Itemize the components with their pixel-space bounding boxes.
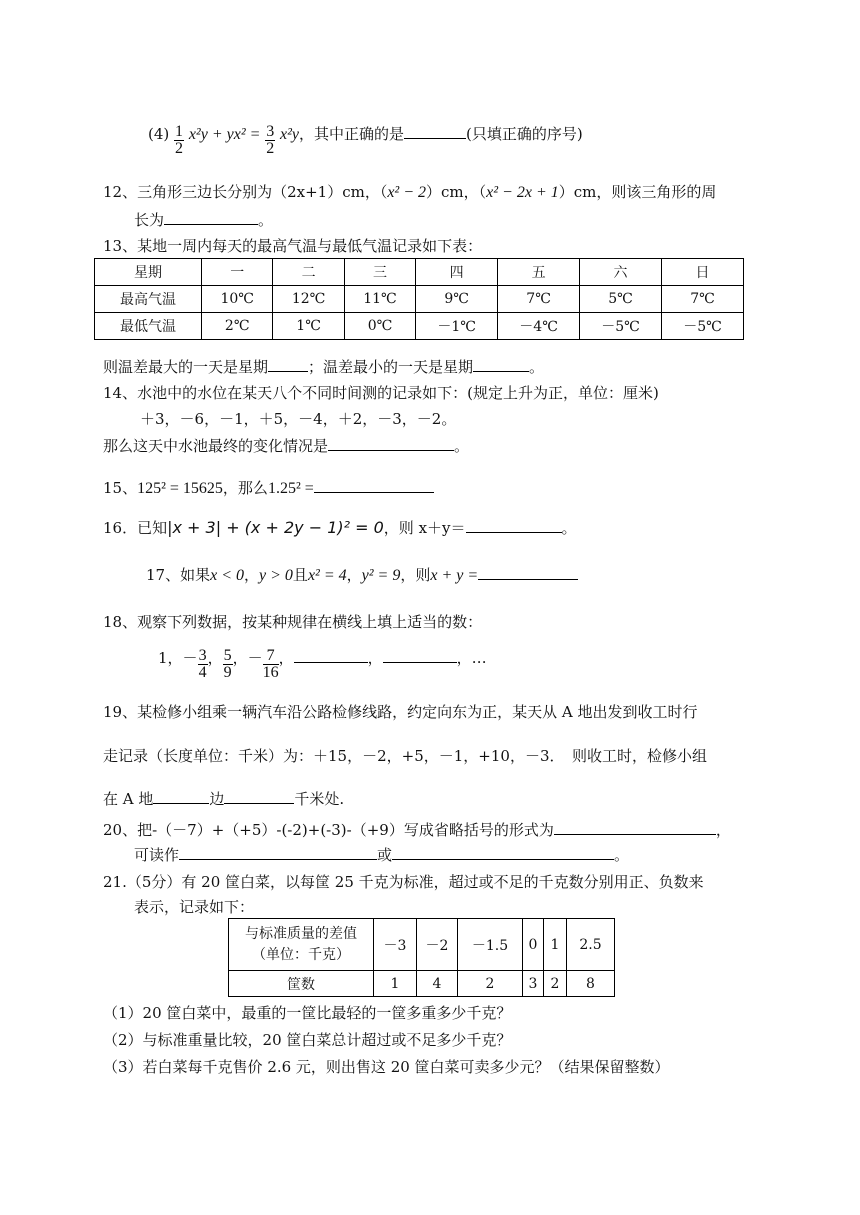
- q20-line1: 20、把-（－7）+（+5）-(-2)+(-3)-（+9）写成省略括号的形式为 ，: [103, 821, 731, 839]
- table-cell: 0℃: [344, 313, 415, 340]
- table-cell: －4℃: [498, 313, 580, 340]
- q11-item4-label: (4): [148, 125, 170, 143]
- q18-blank-2[interactable]: [383, 648, 457, 663]
- q12-line1: 12、三角形三边长分别为（2x+1）cm，（x² − 2）cm，（x² − 2x + 1）cm，则该三角形的周: [103, 183, 717, 201]
- table-row: [229, 971, 615, 997]
- q17-answer-blank[interactable]: [478, 565, 578, 580]
- q18-sequence: 1，－ $\frac{3}{4}$ ， $\frac{5}{9}$ ，－ $\frac{7}{16}$ ， ， ，…: [158, 647, 487, 681]
- q13-intro: 13、某地一周内每天的最高气温与最低气温记录如下表：: [103, 237, 483, 255]
- table-cell: 筐数: [229, 971, 374, 997]
- table-cell: 2℃: [202, 313, 273, 340]
- q11-text: ，其中正确的是: [298, 125, 404, 143]
- q18-frac1: $\frac{3}{4}$: [198, 647, 207, 681]
- table-cell: 最高气温: [95, 286, 202, 313]
- table-cell: 一: [202, 259, 273, 286]
- table-cell: 10℃: [202, 286, 273, 313]
- table-cell: －1.5: [458, 919, 523, 971]
- table-cell: 9℃: [416, 286, 498, 313]
- table-row: [229, 919, 615, 971]
- q18-frac3: $\frac{7}{16}$: [262, 647, 279, 681]
- table-cell: 7℃: [498, 286, 580, 313]
- q19-line2: 走记录（长度单位：千米）为：＋15，－2，+5，－1，+10，－3． 则收工时，检修小组: [103, 747, 707, 765]
- q19-line1: 19、某检修小组乘一辆汽车沿公路检修线路，约定向东为正，某天从 A 地出发到收工时行: [103, 703, 698, 721]
- table-cell: 五: [498, 259, 580, 286]
- q21-line2: 表示，记录如下：: [134, 898, 255, 916]
- q20-line2: 可读作 或 。: [134, 846, 630, 864]
- table-row: [95, 313, 744, 340]
- table-cell: 4: [417, 971, 458, 997]
- q14-answer-blank[interactable]: [328, 436, 454, 451]
- table-cell: －5℃: [661, 313, 743, 340]
- q16-answer-blank[interactable]: [466, 518, 562, 533]
- q16-line: 16．已知|x + 3| + (x + 2y − 1)² = 0，则 x＋y＝ 。: [103, 518, 577, 537]
- table-cell: 12℃: [273, 286, 344, 313]
- q21-cabbage-table: [228, 918, 615, 997]
- table-row: [95, 259, 744, 286]
- q13-min-blank[interactable]: [473, 357, 529, 372]
- q16-equation: |x + 3| + (x + 2y − 1)² = 0: [167, 518, 384, 537]
- q19-direction-blank[interactable]: [153, 789, 209, 804]
- q11-item4: [148, 123, 583, 157]
- q18-frac2: $\frac{5}{9}$: [223, 647, 232, 681]
- q12-line2: 长为 。: [134, 211, 274, 229]
- q13-after: 则温差最大的一天是星期 ；温差最小的一天是星期 。: [103, 358, 545, 376]
- q17-line: 17、如果x < 0，y > 0且x² = 4，y² = 9，则x + y =: [146, 565, 578, 586]
- table-cell: 5℃: [580, 286, 662, 313]
- table-cell: －1℃: [416, 313, 498, 340]
- table-cell: 2.5: [567, 919, 615, 971]
- table-cell: 2: [544, 971, 567, 997]
- q21-line1: 21.（5分）有 20 筐白菜，以每筐 25 千克为标准，超过或不足的千克数分别用正、负数来: [103, 873, 704, 891]
- table-cell: 四: [416, 259, 498, 286]
- q21-sub3: （3）若白菜每千克售价 2.6 元，则出售这 20 筐白菜可卖多少元？（结果保留整数）: [103, 1058, 670, 1076]
- q11-frac1: $\frac{1}{2}$: [175, 123, 184, 157]
- table-cell: 日: [661, 259, 743, 286]
- table-cell: 六: [580, 259, 662, 286]
- table-cell: －2: [417, 919, 458, 971]
- table-cell: 2: [458, 971, 523, 997]
- q14-line2: ＋3，－6，－1，＋5，－4，＋2，－3，－2。: [140, 410, 457, 428]
- table-cell: 三: [344, 259, 415, 286]
- table-cell: 0: [523, 919, 544, 971]
- q14-line1: 14、水池中的水位在某天八个不同时间测的记录如下：(规定上升为正，单位：厘米): [103, 384, 659, 402]
- q15-answer-blank[interactable]: [314, 478, 434, 493]
- q18-blank-1[interactable]: [294, 648, 368, 663]
- q11-term1: x²y + yx² =: [188, 126, 261, 143]
- table-row: [95, 286, 744, 313]
- q11-frac2: $\frac{3}{2}$: [266, 123, 275, 157]
- table-cell: 1℃: [273, 313, 344, 340]
- q13-temperature-table: [94, 258, 744, 340]
- q21-sub2: （2）与标准重量比较，20 筐白菜总计超过或不足多少千克？: [103, 1031, 512, 1049]
- table-cell: 二: [273, 259, 344, 286]
- q19-distance-blank[interactable]: [224, 789, 294, 804]
- q12-answer-blank[interactable]: [164, 210, 258, 225]
- q11-answer-blank[interactable]: [404, 124, 466, 139]
- q11-hint: (只填正确的序号): [465, 125, 583, 143]
- table-cell: 1: [544, 919, 567, 971]
- q19-line3: 在 A 地 边 千米处.: [103, 790, 345, 808]
- q20-form-blank[interactable]: [554, 820, 716, 835]
- table-cell: 3: [523, 971, 544, 997]
- q13-max-blank[interactable]: [268, 357, 308, 372]
- q20-read-blank-1[interactable]: [179, 845, 377, 860]
- table-cell: 1: [374, 971, 417, 997]
- table-cell: 8: [567, 971, 615, 997]
- table-cell: 7℃: [661, 286, 743, 313]
- q21-sub1: （1）20 筐白菜中，最重的一筐比最轻的一筐多重多少千克？: [103, 1004, 512, 1022]
- table-cell: 与标准质量的差值 （单位：千克）: [229, 919, 374, 971]
- q15-line: 15、125² = 15625，那么1.25² =: [103, 478, 434, 499]
- q20-read-blank-2[interactable]: [392, 845, 614, 860]
- table-cell: 最低气温: [95, 313, 202, 340]
- table-cell: －5℃: [580, 313, 662, 340]
- q11-term2: x²y: [279, 126, 299, 143]
- q14-line3: 那么这天中水池最终的变化情况是 。: [103, 437, 470, 455]
- table-cell: 11℃: [344, 286, 415, 313]
- q18-line1: 18、观察下列数据，按某种规律在横线上填上适当的数：: [103, 613, 483, 631]
- table-cell: －3: [374, 919, 417, 971]
- table-cell: 星期: [95, 259, 202, 286]
